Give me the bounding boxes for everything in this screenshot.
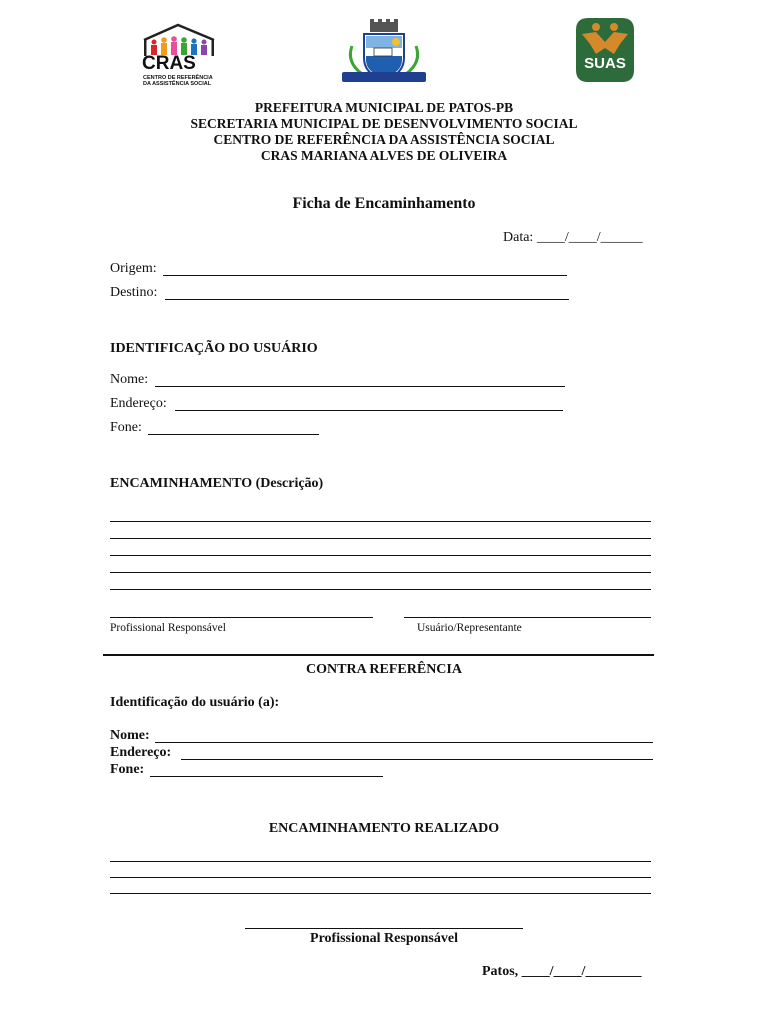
suas-logo-name: SUAS xyxy=(584,55,626,72)
header-line-3: CENTRO DE REFERÊNCIA DA ASSISTÊNCIA SOCIAL xyxy=(213,132,555,147)
signature-line-profissional-2[interactable] xyxy=(245,928,523,929)
signature-label-profissional: Profissional Responsável xyxy=(110,622,226,634)
descricao-line-1[interactable] xyxy=(110,521,651,522)
origem-field-line[interactable] xyxy=(163,275,567,276)
fone-label: Fone: xyxy=(110,420,142,435)
signature-line-profissional[interactable] xyxy=(110,617,373,618)
cras-logo-name: CRAS xyxy=(142,53,196,74)
nome-field-line[interactable] xyxy=(155,386,565,387)
signature-line-usuario[interactable] xyxy=(404,617,651,618)
realizado-line-2[interactable] xyxy=(110,877,651,878)
fone-field-line[interactable] xyxy=(148,434,319,435)
contra-referencia-title: CONTRA REFERÊNCIA xyxy=(306,662,462,677)
descricao-line-4[interactable] xyxy=(110,572,651,573)
header-line-4: CRAS MARIANA ALVES DE OLIVEIRA xyxy=(260,148,508,163)
cras-logo-caption-1: CENTRO DE REFERÊNCIA xyxy=(143,75,213,81)
cr-endereco-field-line[interactable] xyxy=(181,759,653,760)
suas-logo xyxy=(574,16,636,86)
cr-endereco-label: Endereço: xyxy=(110,745,172,760)
endereco-field-line[interactable] xyxy=(175,410,563,411)
realizado-line-1[interactable] xyxy=(110,861,651,862)
header-line-1: PREFEITURA MUNICIPAL DE PATOS-PB xyxy=(254,100,514,115)
endereco-label: Endereço: xyxy=(110,396,167,411)
cras-logo xyxy=(138,22,220,90)
signature-label-usuario: Usuário/Representante xyxy=(417,622,522,634)
nome-label: Nome: xyxy=(110,372,149,387)
descricao-line-3[interactable] xyxy=(110,555,651,556)
coat-of-arms-icon xyxy=(338,18,430,86)
descricao-line-5[interactable] xyxy=(110,589,651,590)
suas-logo-icon xyxy=(574,16,636,86)
cras-logo-caption-2: DA ASSISTÊNCIA SOCIAL xyxy=(143,81,212,87)
patos-coat-of-arms xyxy=(338,18,430,86)
destino-label: Destino: xyxy=(110,285,158,300)
date-field: Data: ____/____/______ xyxy=(503,230,643,245)
cr-fone-field-line[interactable] xyxy=(150,776,383,777)
destino-field-line[interactable] xyxy=(165,299,569,300)
cr-fone-label: Fone: xyxy=(110,762,145,777)
section-divider xyxy=(103,654,654,656)
patos-date-field: Patos, ____/____/________ xyxy=(482,964,642,979)
cr-nome-label: Nome: xyxy=(110,728,150,743)
encaminhamento-realizado-title: ENCAMINHAMENTO REALIZADO xyxy=(268,821,500,836)
header-line-2: SECRETARIA MUNICIPAL DE DESENVOLVIMENTO SOCIAL xyxy=(190,116,578,131)
section-encaminhamento-title: ENCAMINHAMENTO (Descrição) xyxy=(110,476,324,491)
identificacao-usuario-a-label: Identificação do usuário (a): xyxy=(110,695,280,710)
descricao-line-2[interactable] xyxy=(110,538,651,539)
cr-nome-field-line[interactable] xyxy=(155,742,653,743)
signature-label-profissional-2: Profissional Responsável xyxy=(310,931,458,946)
realizado-line-3[interactable] xyxy=(110,893,651,894)
origem-label: Origem: xyxy=(110,261,157,276)
section-identificacao-title: IDENTIFICAÇÃO DO USUÁRIO xyxy=(110,341,318,356)
form-title: Ficha de Encaminhamento xyxy=(292,195,476,212)
